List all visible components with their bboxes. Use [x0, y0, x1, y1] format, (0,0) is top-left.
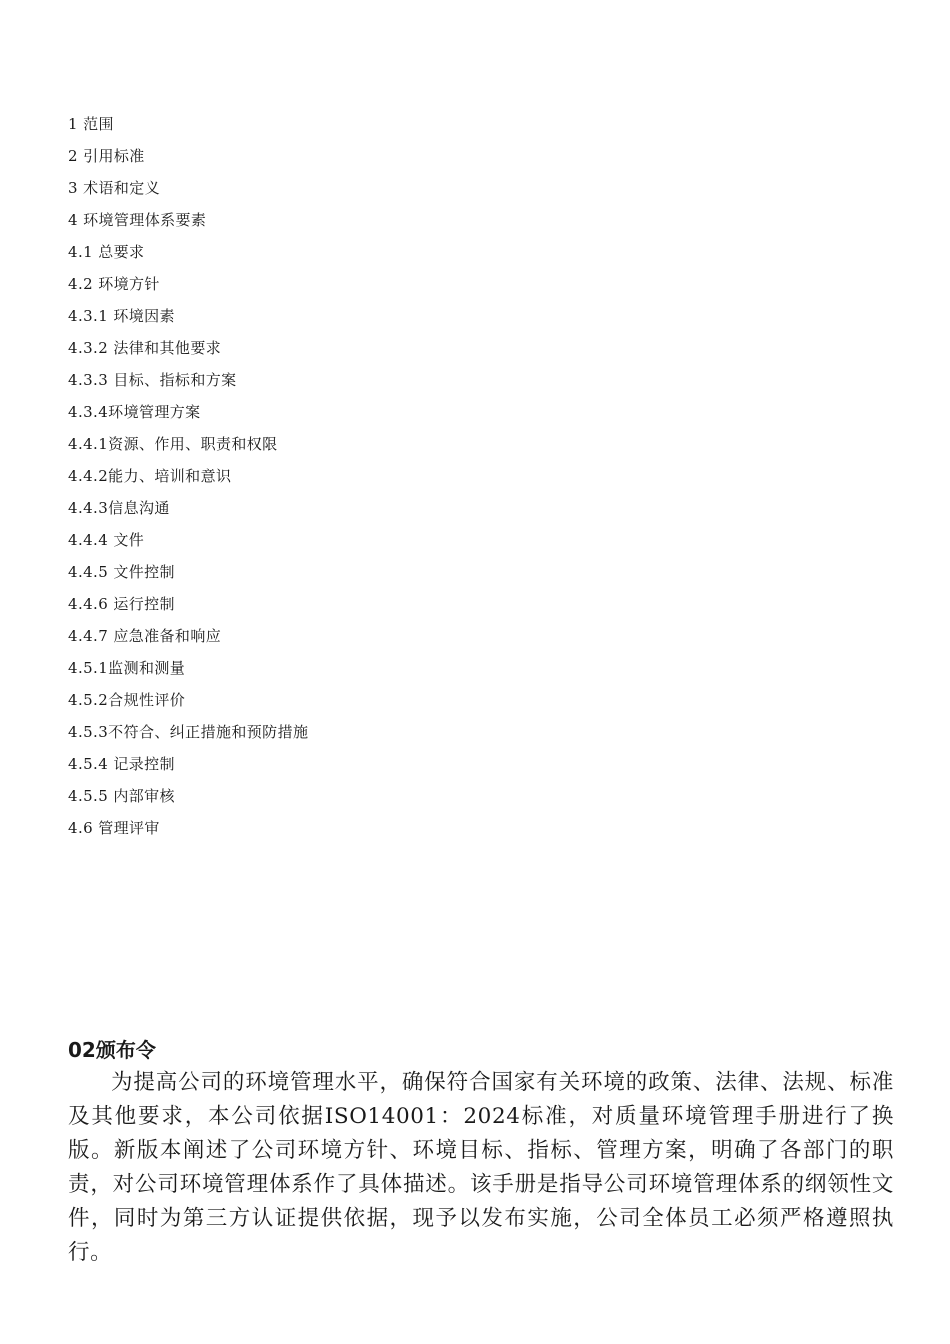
- toc-item: 4.4.1资源、作用、职责和权限: [68, 435, 278, 453]
- toc-item: 4.5.2合规性评价: [68, 691, 186, 709]
- toc-item: 1 范围: [68, 115, 114, 133]
- toc-item: 4.4.7 应急准备和响应: [68, 627, 222, 645]
- toc-item: 4.4.2能力、培训和意识: [68, 467, 232, 485]
- toc-item: 2 引用标准: [68, 147, 145, 165]
- toc-item: 4.6 管理评审: [68, 819, 160, 837]
- toc-item: 4 环境管理体系要素: [68, 211, 207, 229]
- section-body: 为提高公司的环境管理水平，确保符合国家有关环境的政策、法律、法规、标准及其他要求，本公司依据ISO14001：2024标准，对质量环境管理手册进行了换版。新版本阐述了公司环境方针、环境目标、指标、管理方案，明确了各部门的职责，对公司环境管理体系作了具体描述。该手册是指导公司环境管理体系的纲领性文件，同时为第三方认证提供依据，现予以发布实施，公司全体员工必须严格遵照执行。: [68, 1070, 894, 1265]
- toc-item: 4.4.4 文件: [68, 531, 145, 549]
- toc-item: 4.3.2 法律和其他要求: [68, 339, 222, 357]
- toc-item: 4.5.4 记录控制: [68, 755, 175, 773]
- table-of-contents: [68, 112, 308, 848]
- toc-item: 4.4.3信息沟通: [68, 499, 170, 517]
- toc-item: 4.4.6 运行控制: [68, 595, 175, 613]
- toc-item: 4.3.1 环境因素: [68, 307, 175, 325]
- toc-item: 4.5.1监测和测量: [68, 659, 186, 677]
- toc-item: 4.5.3不符合、纠正措施和预防措施: [68, 723, 309, 741]
- toc-item: 4.5.5 内部审核: [68, 787, 175, 805]
- section-title: 02颁布令: [68, 1038, 156, 1062]
- toc-item: 4.3.4环境管理方案: [68, 403, 201, 421]
- toc-item: 4.1 总要求: [68, 243, 145, 261]
- toc-item: 4.3.3 目标、指标和方案: [68, 371, 237, 389]
- toc-item: 4.2 环境方针: [68, 275, 160, 293]
- toc-item: 4.4.5 文件控制: [68, 563, 175, 581]
- toc-item: 3 术语和定义: [68, 179, 161, 197]
